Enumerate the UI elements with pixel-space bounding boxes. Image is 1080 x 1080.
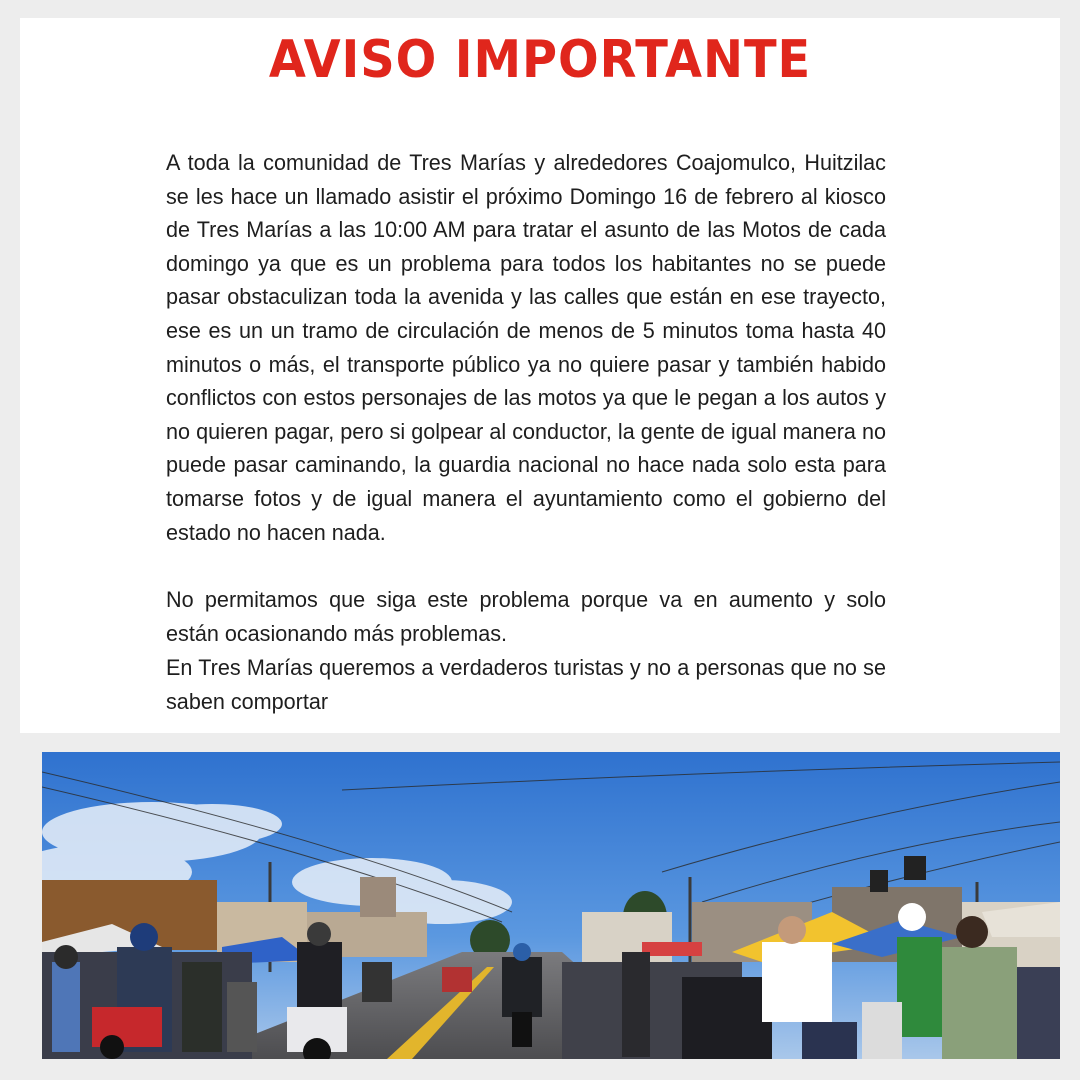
notice-title: AVISO IMPORTANTE bbox=[268, 30, 812, 90]
street-photo-illustration bbox=[42, 752, 1060, 1059]
notice-paragraph-call: A toda la comunidad de Tres Marías y alrededores Coajomulco, Huitzilac se les hace un llamado asistir el próximo Domingo 16 de febrero al kiosco de Tres Marías a las 10:00 AM para tratar el asunto de las Motos de cada domingo ya que es un problema para todos los habitantes no se puede pasar obstaculizan toda la avenida y las calles que están en ese trayecto, ese es un un tramo de circulación de menos de 5 minutos toma hasta 40 minutos o más, el transporte público ya no quiere pasar y también habido conflictos con estos personajes de las motos ya que le pegan a los autos y no quieren pagar, pero si golpear al conductor, la gente de igual manera no puede pasar caminando, la guardia nacional no hace nada solo esta para tomarse fotos y de igual manera el ayuntamiento como el gobierno del estado no hacen nada. bbox=[166, 150, 886, 545]
street-photo bbox=[42, 752, 1060, 1059]
notice-body bbox=[166, 146, 886, 719]
notice-paragraph-tourists: En Tres Marías queremos a verdaderos turistas y no a personas que no se saben comportar bbox=[166, 655, 886, 714]
notice-paragraph-problem: No permitamos que siga este problema porque va en aumento y solo están ocasionando más problemas. bbox=[166, 587, 886, 646]
